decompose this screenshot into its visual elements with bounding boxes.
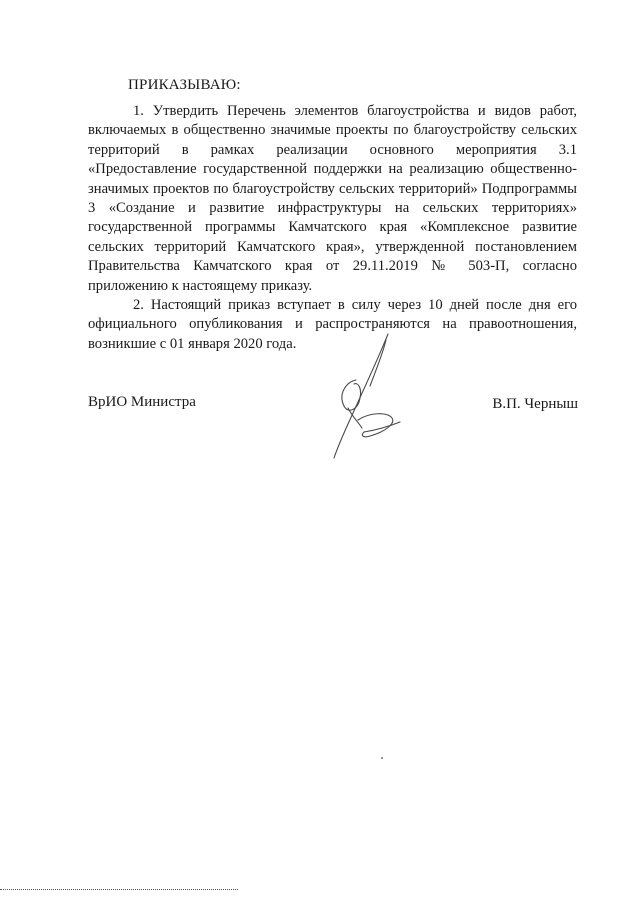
handwritten-signature [318,332,410,464]
scan-edge-mark [0,889,238,890]
signatory-name: В.П. Черныш [492,396,578,412]
order-paragraph-2: 2. Настоящий приказ вступает в силу через 10 дней после дня его официального опубликования и распространяются на правоотношения, возникшие с 01 января 2020 года. [88,297,577,352]
scan-speck [381,757,383,759]
order-body [88,102,577,354]
signatory-title: ВрИО Министра [88,394,196,410]
order-paragraph-1: 1. Утвердить Перечень элементов благоустройства и видов работ, включаемых в общественно значимые проекты по благоустройству сельских территорий в рамках реализации основного мероприятия 3.1 «Предоставление государственной поддержки на реализацию общественно-значимых проектов по благоустройству сельских территорий» Подпрограммы 3 «Создание и развитие инфраструктуры на сельских территориях» государственной программы Камчатского края «Комплексное развитие сельских территорий Камчатского края», утвержденной постановлением Правительства Камчатского края от 29.11.2019 № 503-П, согласно приложению к настоящему приказу. [88,103,577,294]
order-heading: ПРИКАЗЫВАЮ: [128,77,241,93]
